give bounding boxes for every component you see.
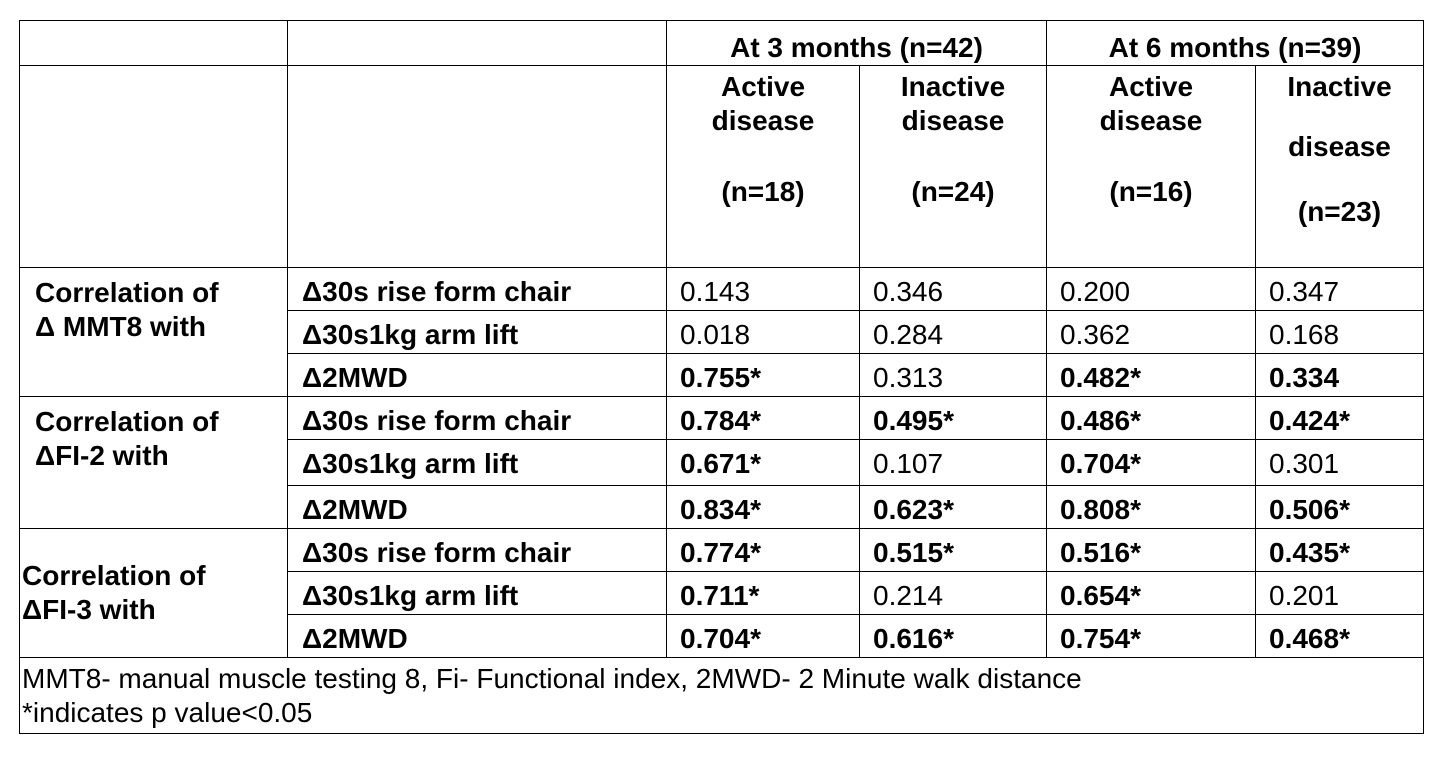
metric-label: Δ30s1kg arm lift <box>288 311 667 354</box>
header-empty-cell-1 <box>20 21 288 66</box>
subheader-active-3m <box>667 66 860 268</box>
value-cell: 0.200 <box>1047 268 1256 311</box>
value-cell: 0.018 <box>667 311 860 354</box>
value-cell: 0.435* <box>1256 529 1424 572</box>
value-cell: 0.808* <box>1047 486 1256 529</box>
value-cell: 0.516* <box>1047 529 1256 572</box>
metric-label: Δ30s rise form chair <box>288 397 667 440</box>
value-cell: 0.711* <box>667 572 860 615</box>
subheader-line2: disease <box>1099 104 1203 136</box>
subheader-inactive-6m <box>1256 66 1424 268</box>
subheader-count: (n=24) <box>911 176 995 208</box>
value-cell: 0.301 <box>1256 440 1424 486</box>
subheader-line2: disease <box>1288 130 1391 162</box>
value-cell: 0.143 <box>667 268 860 311</box>
value-cell: 0.616* <box>860 615 1047 658</box>
subheader-line1: Inactive <box>900 71 1006 102</box>
subheader-line2: disease <box>711 104 815 136</box>
group-label-line1: Correlation of <box>35 406 219 437</box>
subheader-count: (n=16) <box>1109 176 1193 208</box>
metric-label: Δ30s rise form chair <box>288 268 667 311</box>
value-cell: 0.214 <box>860 572 1047 615</box>
metric-label: Δ2MWD <box>288 354 667 397</box>
subheader-empty-cell-2 <box>288 66 667 268</box>
subheader-line2: disease <box>901 104 1005 136</box>
value-cell: 0.313 <box>860 354 1047 397</box>
value-cell: 0.834* <box>667 486 860 529</box>
group-label-line1: Correlation of <box>35 277 219 308</box>
subheader-line1: Active <box>1108 71 1194 102</box>
footnote-abbreviations: MMT8- manual muscle testing 8, Fi- Functional index, 2MWD- 2 Minute walk distance <box>22 663 1082 694</box>
value-cell: 0.346 <box>860 268 1047 311</box>
value-cell: 0.347 <box>1256 268 1424 311</box>
subheader-empty-cell-1 <box>20 66 288 268</box>
value-cell: 0.482* <box>1047 354 1256 397</box>
value-cell: 0.168 <box>1256 311 1424 354</box>
group-label-line2: ΔFI-2 with <box>35 439 169 471</box>
value-cell: 0.424* <box>1256 397 1424 440</box>
value-cell: 0.468* <box>1256 615 1424 658</box>
value-cell: 0.704* <box>667 615 860 658</box>
metric-label: Δ2MWD <box>288 486 667 529</box>
value-cell: 0.784* <box>667 397 860 440</box>
footnote <box>20 658 1424 734</box>
group-label-line1: Correlation of <box>22 560 206 592</box>
footnote-significance: *indicates p value<0.05 <box>22 696 313 728</box>
group-label-fi3 <box>20 529 288 658</box>
value-cell: 0.486* <box>1047 397 1256 440</box>
value-cell: 0.362 <box>1047 311 1256 354</box>
metric-label: Δ30s1kg arm lift <box>288 572 667 615</box>
value-cell: 0.623* <box>860 486 1047 529</box>
group-label-line2: Δ MMT8 with <box>35 310 206 342</box>
subheader-line1: Inactive <box>1287 71 1392 102</box>
value-cell: 0.654* <box>1047 572 1256 615</box>
value-cell: 0.774* <box>667 529 860 572</box>
metric-label: Δ2MWD <box>288 615 667 658</box>
value-cell: 0.107 <box>860 440 1047 486</box>
value-cell: 0.515* <box>860 529 1047 572</box>
table-row <box>20 529 1424 572</box>
group-label-fi2 <box>20 397 288 529</box>
value-cell: 0.495* <box>860 397 1047 440</box>
footnote-row <box>20 658 1424 734</box>
value-cell: 0.704* <box>1047 440 1256 486</box>
value-cell: 0.284 <box>860 311 1047 354</box>
table-row <box>20 268 1424 311</box>
header-row-subgroups <box>20 66 1424 268</box>
value-cell: 0.201 <box>1256 572 1424 615</box>
value-cell: 0.334 <box>1256 354 1424 397</box>
header-3-months: At 3 months (n=42) <box>667 21 1047 66</box>
value-cell: 0.755* <box>667 354 860 397</box>
subheader-count: (n=23) <box>1297 196 1382 228</box>
table-row <box>20 397 1424 440</box>
header-empty-cell-2 <box>288 21 667 66</box>
value-cell: 0.754* <box>1047 615 1256 658</box>
subheader-active-6m <box>1047 66 1256 268</box>
header-row-groups <box>20 21 1424 66</box>
metric-label: Δ30s rise form chair <box>288 529 667 572</box>
metric-label: Δ30s1kg arm lift <box>288 440 667 486</box>
subheader-line1: Active <box>720 71 806 102</box>
group-label-mmt8 <box>20 268 288 397</box>
subheader-count: (n=18) <box>721 176 805 208</box>
correlation-table <box>19 20 1424 734</box>
value-cell: 0.671* <box>667 440 860 486</box>
header-6-months: At 6 months (n=39) <box>1047 21 1424 66</box>
group-label-line2: ΔFI-3 with <box>22 594 156 625</box>
subheader-inactive-3m <box>860 66 1047 268</box>
value-cell: 0.506* <box>1256 486 1424 529</box>
